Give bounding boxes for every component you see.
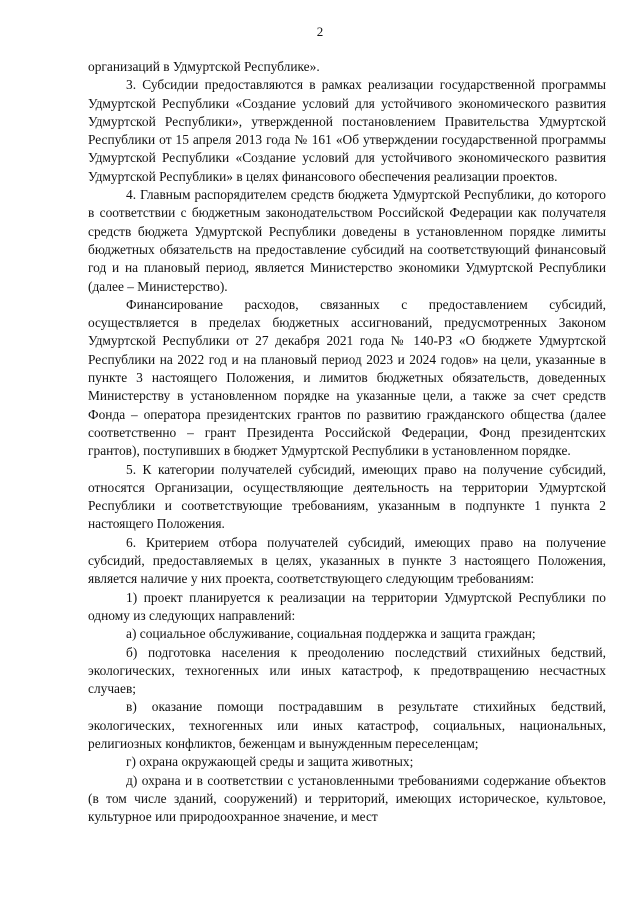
paragraph-9: в) оказание помощи пострадавшим в результате стихийных бедствий, экологических, техногенных или иных катастроф, социальных, национальных, религиозных конфликтов, беженцам и вынужденным переселенцам;: [88, 699, 606, 751]
paragraph-2: 4. Главным распорядителем средств бюджета Удмуртской Республики, до которого в соответствии с бюджетным законодательством Российской Федерации как получателя средств бюджета Удмуртской Республики доведены в установленном порядке лимиты бюджетных обязательств на предоставление субсидий на соответствующий финансовый год и на плановый период, является Министерство экономики Удмуртской Республики (далее – Министерство).: [88, 187, 606, 294]
page-number: 2: [316, 24, 324, 39]
paragraph-5: 6. Критерием отбора получателей субсидий, имеющих право на получение субсидий, предоставляемых в целях, указанных в пункте 3 настоящего Положения, является наличие у них проекта, соответствующего следующим требованиям:: [88, 534, 606, 587]
paragraph-1: 3. Субсидии предоставляются в рамках реализации государственной программы Удмуртской Республики «Создание условий для устойчивого экономического развития Удмуртской Республики», утвержденной постановлением Правительства Удмуртской Республики от 15 апреля 2013 года № 161 «Об утверждении государственной программы Удмуртской Республики «Создание условий для устойчивого экономического развития Удмуртской Республики» в целях финансового обеспечения реализации проектов.: [88, 77, 606, 184]
paragraph-11: д) охрана и в соответствии с установленными требованиями содержание объектов (в том числе зданий, сооружений) и территорий, имеющих историческое, культовое, культурное или природоохранное значение, и мест: [88, 772, 606, 825]
paragraph-4: 5. К категории получателей субсидий, имеющих право на получение субсидий, относятся Организации, осуществляющие деятельность на территории Удмуртской Республики и соответствующие требованиям, указанным в подпункте 1 пункта 2 настоящего Положения.: [88, 461, 606, 532]
paragraph-7: а) социальное обслуживание, социальная поддержка и защита граждан;: [126, 626, 536, 642]
paragraph-6: 1) проект планируется к реализации на территории Удмуртской Республики по одному из следующих направлений:: [88, 589, 606, 623]
paragraph-10: г) охрана окружающей среды и защита животных;: [126, 754, 414, 770]
paragraph-0: организаций в Удмуртской Республике».: [88, 59, 320, 74]
paragraph-3: Финансирование расходов, связанных с предоставлением субсидий, осуществляется в пределах бюджетных ассигнований, предусмотренных Законом Удмуртской Республики от 27 декабря 2021 года № 140-РЗ «О бюджете Удмуртской Республики на 2022 год и на плановый период 2023 и 2024 годов» на цели, указанные в пункте 3 настоящего Положения, и лимитов бюджетных обязательств, доведенных Министерству в установленном порядке на указанные цели, а также за счет средств Фонда – оператора президентских грантов по развитию гражданского общества (далее соответственно – грант Президента Российской Федерации, Фонд президентских грантов), поступивших в бюджет Удмуртской Республики в установленном порядке.: [88, 296, 606, 459]
document-body: [88, 58, 606, 826]
paragraph-8: б) подготовка населения к преодолению последствий стихийных бедствий, экологических, техногенных или иных катастроф, к предотвращению несчастных случаев;: [88, 644, 606, 697]
